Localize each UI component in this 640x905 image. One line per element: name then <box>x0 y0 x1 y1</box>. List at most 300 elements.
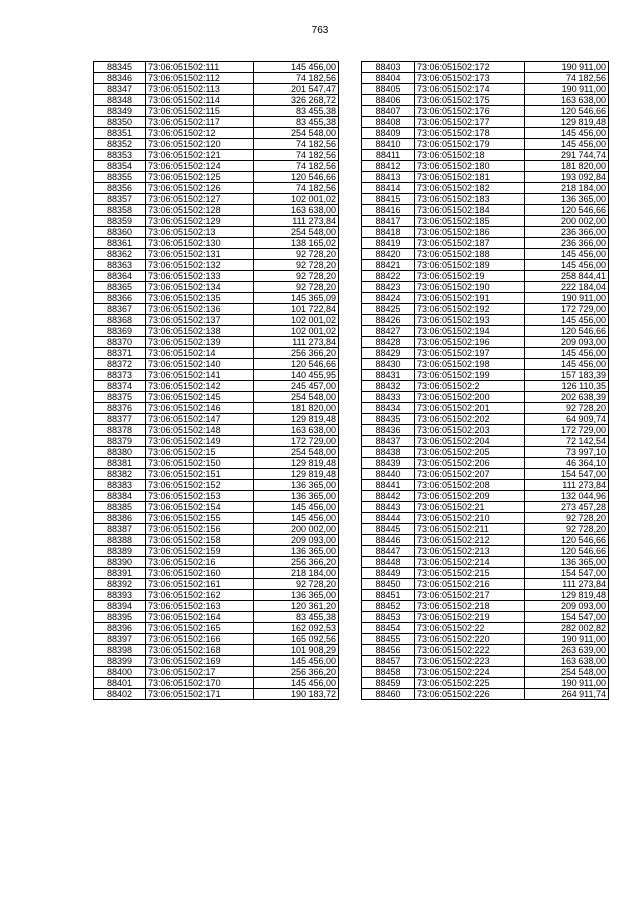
value-cell: 64 909,74 <box>525 414 609 425</box>
table-row <box>94 689 339 700</box>
table-row <box>94 183 339 194</box>
row-number-cell: 88365 <box>94 282 146 293</box>
cadastral-number-cell: 73:06:051502:204 <box>415 436 525 447</box>
value-cell: 83 455,38 <box>254 612 339 623</box>
cadastral-number-cell: 73:06:051502:139 <box>146 337 254 348</box>
value-cell: 163 638,00 <box>254 205 339 216</box>
row-number-cell: 88362 <box>94 249 146 260</box>
cadastral-number-cell: 73:06:051502:148 <box>146 425 254 436</box>
cadastral-number-cell: 73:06:051502:193 <box>415 315 525 326</box>
table-row <box>362 568 609 579</box>
table-row <box>362 139 609 150</box>
cadastral-number-cell: 73:06:051502:200 <box>415 392 525 403</box>
row-number-cell: 88374 <box>94 381 146 392</box>
row-number-cell: 88418 <box>362 227 415 238</box>
value-cell: 92 728,20 <box>254 282 339 293</box>
table-row <box>94 238 339 249</box>
table-row <box>362 645 609 656</box>
table-row <box>362 293 609 304</box>
cadastral-number-cell: 73:06:051502:177 <box>415 117 525 128</box>
row-number-cell: 88455 <box>362 634 415 645</box>
row-number-cell: 88361 <box>94 238 146 249</box>
row-number-cell: 88371 <box>94 348 146 359</box>
table-row <box>362 535 609 546</box>
row-number-cell: 88429 <box>362 348 415 359</box>
value-cell: 101 908,29 <box>254 645 339 656</box>
cadastral-number-cell: 73:06:051502:169 <box>146 656 254 667</box>
cadastral-number-cell: 73:06:051502:120 <box>146 139 254 150</box>
table-row <box>94 667 339 678</box>
cadastral-number-cell: 73:06:051502:183 <box>415 194 525 205</box>
value-cell: 145 456,00 <box>525 139 609 150</box>
row-number-cell: 88387 <box>94 524 146 535</box>
cadastral-number-cell: 73:06:051502:226 <box>415 689 525 700</box>
value-cell: 136 365,00 <box>254 546 339 557</box>
value-cell: 145 456,00 <box>525 128 609 139</box>
cadastral-number-cell: 73:06:051502:126 <box>146 183 254 194</box>
left-register-table <box>93 61 339 700</box>
row-number-cell: 88448 <box>362 557 415 568</box>
cadastral-number-cell: 73:06:051502:141 <box>146 370 254 381</box>
row-number-cell: 88458 <box>362 667 415 678</box>
cadastral-number-cell: 73:06:051502:224 <box>415 667 525 678</box>
table-row <box>362 403 609 414</box>
cadastral-number-cell: 73:06:051502:203 <box>415 425 525 436</box>
row-number-cell: 88460 <box>362 689 415 700</box>
row-number-cell: 88373 <box>94 370 146 381</box>
cadastral-number-cell: 73:06:051502:130 <box>146 238 254 249</box>
row-number-cell: 88398 <box>94 645 146 656</box>
table-row <box>94 634 339 645</box>
row-number-cell: 88437 <box>362 436 415 447</box>
row-number-cell: 88363 <box>94 260 146 271</box>
table-row <box>362 601 609 612</box>
row-number-cell: 88414 <box>362 183 415 194</box>
cadastral-number-cell: 73:06:051502:154 <box>146 502 254 513</box>
table-row <box>362 260 609 271</box>
value-cell: 172 729,00 <box>525 304 609 315</box>
table-row <box>362 84 609 95</box>
row-number-cell: 88384 <box>94 491 146 502</box>
left-register-body <box>94 62 339 700</box>
value-cell: 111 273,84 <box>525 480 609 491</box>
row-number-cell: 88368 <box>94 315 146 326</box>
table-row <box>94 73 339 84</box>
cadastral-number-cell: 73:06:051502:179 <box>415 139 525 150</box>
row-number-cell: 88399 <box>94 656 146 667</box>
row-number-cell: 88346 <box>94 73 146 84</box>
cadastral-number-cell: 73:06:051502:138 <box>146 326 254 337</box>
value-cell: 193 092,84 <box>525 172 609 183</box>
table-row <box>94 271 339 282</box>
row-number-cell: 88431 <box>362 370 415 381</box>
row-number-cell: 88347 <box>94 84 146 95</box>
cadastral-number-cell: 73:06:051502:211 <box>415 524 525 535</box>
cadastral-number-cell: 73:06:051502:21 <box>415 502 525 513</box>
row-number-cell: 88403 <box>362 62 415 73</box>
row-number-cell: 88401 <box>94 678 146 689</box>
table-row <box>362 623 609 634</box>
row-number-cell: 88402 <box>94 689 146 700</box>
cadastral-number-cell: 73:06:051502:194 <box>415 326 525 337</box>
cadastral-number-cell: 73:06:051502:113 <box>146 84 254 95</box>
row-number-cell: 88427 <box>362 326 415 337</box>
value-cell: 254 548,00 <box>254 447 339 458</box>
row-number-cell: 88378 <box>94 425 146 436</box>
table-row <box>94 315 339 326</box>
value-cell: 74 182,56 <box>254 161 339 172</box>
row-number-cell: 88386 <box>94 513 146 524</box>
table-row <box>94 370 339 381</box>
right-register-body <box>362 62 609 700</box>
cadastral-number-cell: 73:06:051502:223 <box>415 656 525 667</box>
value-cell: 129 819,48 <box>525 590 609 601</box>
cadastral-number-cell: 73:06:051502:166 <box>146 634 254 645</box>
table-row <box>94 161 339 172</box>
row-number-cell: 88451 <box>362 590 415 601</box>
row-number-cell: 88392 <box>94 579 146 590</box>
cadastral-number-cell: 73:06:051502:147 <box>146 414 254 425</box>
table-row <box>362 447 609 458</box>
value-cell: 120 546,66 <box>525 326 609 337</box>
value-cell: 111 273,84 <box>254 337 339 348</box>
table-row <box>362 546 609 557</box>
table-row <box>362 194 609 205</box>
value-cell: 136 365,00 <box>525 194 609 205</box>
value-cell: 190 911,00 <box>525 678 609 689</box>
row-number-cell: 88447 <box>362 546 415 557</box>
value-cell: 236 366,00 <box>525 238 609 249</box>
table-row <box>94 513 339 524</box>
cadastral-number-cell: 73:06:051502:215 <box>415 568 525 579</box>
right-register-table <box>361 61 609 700</box>
value-cell: 190 911,00 <box>525 84 609 95</box>
value-cell: 172 729,00 <box>525 425 609 436</box>
row-number-cell: 88357 <box>94 194 146 205</box>
value-cell: 256 366,20 <box>254 348 339 359</box>
cadastral-number-cell: 73:06:051502:214 <box>415 557 525 568</box>
table-row <box>94 579 339 590</box>
table-row <box>362 480 609 491</box>
value-cell: 200 002,00 <box>254 524 339 535</box>
value-cell: 190 911,00 <box>525 62 609 73</box>
value-cell: 83 455,38 <box>254 117 339 128</box>
value-cell: 181 820,00 <box>525 161 609 172</box>
value-cell: 73 997,10 <box>525 447 609 458</box>
value-cell: 145 456,00 <box>525 348 609 359</box>
value-cell: 145 456,00 <box>525 249 609 260</box>
row-number-cell: 88446 <box>362 535 415 546</box>
cadastral-number-cell: 73:06:051502:176 <box>415 106 525 117</box>
row-number-cell: 88428 <box>362 337 415 348</box>
cadastral-number-cell: 73:06:051502:201 <box>415 403 525 414</box>
table-row <box>94 260 339 271</box>
value-cell: 120 546,66 <box>525 205 609 216</box>
row-number-cell: 88385 <box>94 502 146 513</box>
value-cell: 140 455,95 <box>254 370 339 381</box>
cadastral-number-cell: 73:06:051502:164 <box>146 612 254 623</box>
value-cell: 254 548,00 <box>254 392 339 403</box>
table-row <box>94 623 339 634</box>
cadastral-number-cell: 73:06:051502:165 <box>146 623 254 634</box>
cadastral-number-cell: 73:06:051502:152 <box>146 480 254 491</box>
cadastral-number-cell: 73:06:051502:150 <box>146 458 254 469</box>
row-number-cell: 88400 <box>94 667 146 678</box>
value-cell: 163 638,00 <box>525 95 609 106</box>
value-cell: 254 548,00 <box>525 667 609 678</box>
value-cell: 111 273,84 <box>254 216 339 227</box>
cadastral-number-cell: 73:06:051502:131 <box>146 249 254 260</box>
value-cell: 291 744,74 <box>525 150 609 161</box>
table-row <box>94 656 339 667</box>
cadastral-number-cell: 73:06:051502:134 <box>146 282 254 293</box>
table-row <box>362 271 609 282</box>
table-row <box>362 117 609 128</box>
table-row <box>362 304 609 315</box>
value-cell: 129 819,48 <box>254 458 339 469</box>
table-row <box>94 491 339 502</box>
table-row <box>94 612 339 623</box>
cadastral-number-cell: 73:06:051502:133 <box>146 271 254 282</box>
row-number-cell: 88353 <box>94 150 146 161</box>
table-row <box>362 678 609 689</box>
row-number-cell: 88434 <box>362 403 415 414</box>
cadastral-number-cell: 73:06:051502:207 <box>415 469 525 480</box>
row-number-cell: 88421 <box>362 260 415 271</box>
row-number-cell: 88366 <box>94 293 146 304</box>
row-number-cell: 88416 <box>362 205 415 216</box>
value-cell: 92 728,20 <box>525 524 609 535</box>
value-cell: 102 001,02 <box>254 326 339 337</box>
row-number-cell: 88438 <box>362 447 415 458</box>
table-row <box>94 282 339 293</box>
value-cell: 120 546,66 <box>254 359 339 370</box>
row-number-cell: 88409 <box>362 128 415 139</box>
row-number-cell: 88454 <box>362 623 415 634</box>
cadastral-number-cell: 73:06:051502:159 <box>146 546 254 557</box>
table-row <box>94 172 339 183</box>
value-cell: 136 365,00 <box>254 590 339 601</box>
value-cell: 83 455,38 <box>254 106 339 117</box>
row-number-cell: 88459 <box>362 678 415 689</box>
row-number-cell: 88419 <box>362 238 415 249</box>
value-cell: 129 819,48 <box>254 469 339 480</box>
table-row <box>94 458 339 469</box>
row-number-cell: 88349 <box>94 106 146 117</box>
cadastral-number-cell: 73:06:051502:156 <box>146 524 254 535</box>
row-number-cell: 88457 <box>362 656 415 667</box>
value-cell: 138 165,02 <box>254 238 339 249</box>
row-number-cell: 88348 <box>94 95 146 106</box>
value-cell: 154 547,00 <box>525 469 609 480</box>
table-row <box>94 436 339 447</box>
row-number-cell: 88404 <box>362 73 415 84</box>
value-cell: 132 044,96 <box>525 491 609 502</box>
row-number-cell: 88433 <box>362 392 415 403</box>
table-row <box>94 601 339 612</box>
table-row <box>362 414 609 425</box>
cadastral-number-cell: 73:06:051502:18 <box>415 150 525 161</box>
table-row <box>94 205 339 216</box>
table-row <box>362 183 609 194</box>
cadastral-number-cell: 73:06:051502:187 <box>415 238 525 249</box>
table-row <box>94 106 339 117</box>
value-cell: 92 728,20 <box>254 579 339 590</box>
row-number-cell: 88441 <box>362 480 415 491</box>
cadastral-number-cell: 73:06:051502:218 <box>415 601 525 612</box>
row-number-cell: 88443 <box>362 502 415 513</box>
value-cell: 92 728,20 <box>254 249 339 260</box>
cadastral-number-cell: 73:06:051502:114 <box>146 95 254 106</box>
table-row <box>94 337 339 348</box>
row-number-cell: 88410 <box>362 139 415 150</box>
value-cell: 165 092,56 <box>254 634 339 645</box>
value-cell: 74 182,56 <box>254 150 339 161</box>
row-number-cell: 88354 <box>94 161 146 172</box>
table-row <box>94 359 339 370</box>
table-row <box>94 348 339 359</box>
cadastral-number-cell: 73:06:051502:185 <box>415 216 525 227</box>
table-row <box>94 645 339 656</box>
cadastral-number-cell: 73:06:051502:216 <box>415 579 525 590</box>
table-row <box>94 557 339 568</box>
cadastral-number-cell: 73:06:051502:197 <box>415 348 525 359</box>
value-cell: 101 722,84 <box>254 304 339 315</box>
value-cell: 222 184,04 <box>525 282 609 293</box>
value-cell: 74 182,56 <box>254 73 339 84</box>
row-number-cell: 88440 <box>362 469 415 480</box>
value-cell: 163 638,00 <box>525 656 609 667</box>
row-number-cell: 88405 <box>362 84 415 95</box>
table-row <box>362 216 609 227</box>
table-row <box>362 282 609 293</box>
table-row <box>94 425 339 436</box>
cadastral-number-cell: 73:06:051502:190 <box>415 282 525 293</box>
value-cell: 129 819,48 <box>525 117 609 128</box>
table-row <box>362 249 609 260</box>
cadastral-number-cell: 73:06:051502:127 <box>146 194 254 205</box>
cadastral-number-cell: 73:06:051502:128 <box>146 205 254 216</box>
table-row <box>362 689 609 700</box>
value-cell: 102 001,02 <box>254 315 339 326</box>
row-number-cell: 88406 <box>362 95 415 106</box>
cadastral-number-cell: 73:06:051502:155 <box>146 513 254 524</box>
value-cell: 254 548,00 <box>254 227 339 238</box>
table-row <box>362 524 609 535</box>
row-number-cell: 88408 <box>362 117 415 128</box>
cadastral-number-cell: 73:06:051502:146 <box>146 403 254 414</box>
cadastral-number-cell: 73:06:051502:182 <box>415 183 525 194</box>
table-row <box>94 293 339 304</box>
table-row <box>362 579 609 590</box>
cadastral-number-cell: 73:06:051502:222 <box>415 645 525 656</box>
table-row <box>362 436 609 447</box>
cadastral-number-cell: 73:06:051502:140 <box>146 359 254 370</box>
value-cell: 263 639,00 <box>525 645 609 656</box>
cadastral-number-cell: 73:06:051502:112 <box>146 73 254 84</box>
table-row <box>94 524 339 535</box>
row-number-cell: 88383 <box>94 480 146 491</box>
table-row <box>94 568 339 579</box>
table-row <box>362 315 609 326</box>
table-row <box>362 656 609 667</box>
table-row <box>94 546 339 557</box>
table-row <box>362 491 609 502</box>
value-cell: 201 547,47 <box>254 84 339 95</box>
value-cell: 120 361,20 <box>254 601 339 612</box>
row-number-cell: 88439 <box>362 458 415 469</box>
value-cell: 236 366,00 <box>525 227 609 238</box>
row-number-cell: 88360 <box>94 227 146 238</box>
value-cell: 145 365,09 <box>254 293 339 304</box>
table-row <box>362 612 609 623</box>
row-number-cell: 88393 <box>94 590 146 601</box>
value-cell: 245 457,00 <box>254 381 339 392</box>
cadastral-number-cell: 73:06:051502:191 <box>415 293 525 304</box>
table-row <box>362 381 609 392</box>
value-cell: 74 182,56 <box>254 183 339 194</box>
table-row <box>94 216 339 227</box>
cadastral-number-cell: 73:06:051502:206 <box>415 458 525 469</box>
cadastral-number-cell: 73:06:051502:171 <box>146 689 254 700</box>
row-number-cell: 88407 <box>362 106 415 117</box>
value-cell: 190 183,72 <box>254 689 339 700</box>
table-row <box>94 194 339 205</box>
cadastral-number-cell: 73:06:051502:142 <box>146 381 254 392</box>
table-row <box>94 590 339 601</box>
row-number-cell: 88444 <box>362 513 415 524</box>
value-cell: 273 457,28 <box>525 502 609 513</box>
row-number-cell: 88355 <box>94 172 146 183</box>
cadastral-number-cell: 73:06:051502:189 <box>415 260 525 271</box>
row-number-cell: 88364 <box>94 271 146 282</box>
value-cell: 157 183,39 <box>525 370 609 381</box>
row-number-cell: 88345 <box>94 62 146 73</box>
cadastral-number-cell: 73:06:051502:16 <box>146 557 254 568</box>
value-cell: 145 456,00 <box>254 656 339 667</box>
table-row <box>362 557 609 568</box>
value-cell: 136 365,00 <box>254 480 339 491</box>
row-number-cell: 88377 <box>94 414 146 425</box>
page-number: 763 <box>311 25 329 36</box>
cadastral-number-cell: 73:06:051502:225 <box>415 678 525 689</box>
table-row <box>362 172 609 183</box>
cadastral-number-cell: 73:06:051502:192 <box>415 304 525 315</box>
value-cell: 72 142,54 <box>525 436 609 447</box>
cadastral-number-cell: 73:06:051502:205 <box>415 447 525 458</box>
cadastral-number-cell: 73:06:051502:125 <box>146 172 254 183</box>
row-number-cell: 88426 <box>362 315 415 326</box>
value-cell: 92 728,20 <box>254 271 339 282</box>
row-number-cell: 88389 <box>94 546 146 557</box>
row-number-cell: 88424 <box>362 293 415 304</box>
cadastral-number-cell: 73:06:051502:212 <box>415 535 525 546</box>
table-row <box>94 326 339 337</box>
row-number-cell: 88417 <box>362 216 415 227</box>
value-cell: 218 184,00 <box>254 568 339 579</box>
cadastral-number-cell: 73:06:051502:162 <box>146 590 254 601</box>
table-row <box>94 480 339 491</box>
value-cell: 92 728,20 <box>525 513 609 524</box>
value-cell: 46 364,10 <box>525 458 609 469</box>
cadastral-number-cell: 73:06:051502:168 <box>146 645 254 656</box>
table-row <box>94 403 339 414</box>
table-row <box>362 425 609 436</box>
row-number-cell: 88372 <box>94 359 146 370</box>
value-cell: 120 546,66 <box>525 535 609 546</box>
row-number-cell: 88391 <box>94 568 146 579</box>
cadastral-number-cell: 73:06:051502:111 <box>146 62 254 73</box>
